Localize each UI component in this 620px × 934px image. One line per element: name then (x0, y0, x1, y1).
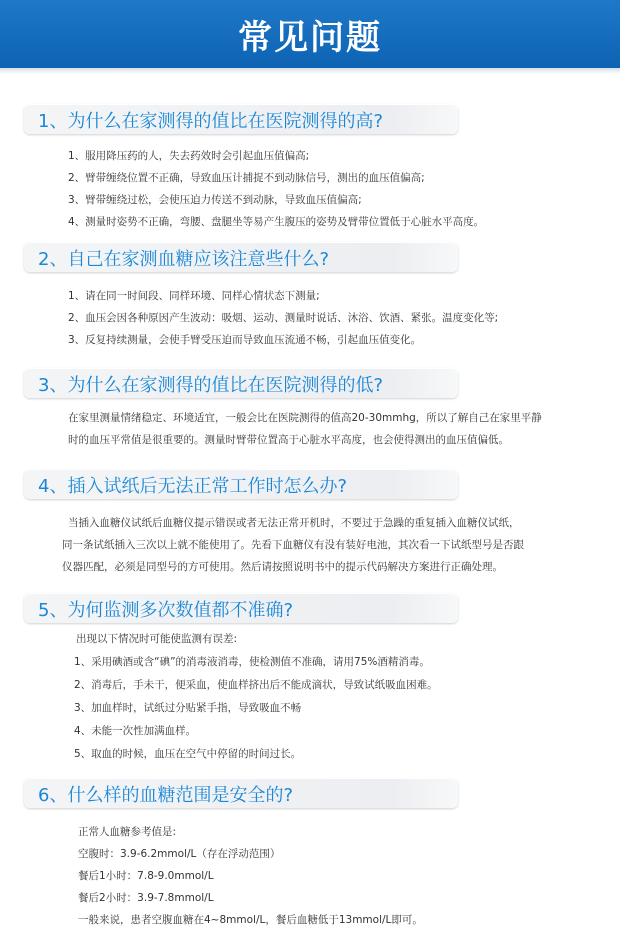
question-bar (24, 778, 458, 808)
answer-line: 同一条试纸插入三次以上就不能使用了。先看下血糖仪有没有装好电池，其次看一下试纸型号是否跟 (62, 539, 524, 551)
answer-line: 4、未能一次性加满血样。 (74, 725, 197, 737)
question-title: 4、插入试纸后无法正常工作时怎么办? (38, 476, 348, 497)
answer-line: 在家里测量情绪稳定、环境适宜，一般会比在医院测得的值高20-30mmhg，所以了解自己在家里平静 (68, 412, 542, 424)
answer-line: 1、请在同一时间段、同样环境、同样心情状态下测量; (68, 290, 320, 302)
answer-line: 一般来说，患者空腹血糖在4~8mmol/L，餐后血糖低于13mmol/L即可。 (78, 914, 423, 926)
answer-line: 3、反复持续测量，会使手臂受压迫而导致血压流通不畅，引起血压值变化。 (68, 334, 422, 346)
answer-line: 正常人血糖参考值是: (78, 826, 177, 838)
answer-line: 3、加血样时，试纸过分贴紧手指，导致吸血不畅 (74, 702, 302, 714)
answer-line: 2、消毒后，手未干，便采血，使血样挤出后不能成滴状，导致试纸吸血困难。 (74, 679, 438, 691)
question-title: 3、为什么在家测得的值比在医院测得的低? (38, 375, 384, 396)
question-bar (24, 469, 458, 499)
answer-line: 2、血压会因各种原因产生波动：吸烟、运动、测量时说话、沐浴、饮酒、紧张。温度变化等; (68, 312, 499, 324)
question-bar (24, 368, 458, 398)
question-title: 2、自己在家测血糖应该注意些什么? (38, 249, 330, 270)
answer-line: 5、取血的时候，血压在空气中停留的时间过长。 (74, 748, 302, 760)
answer-line: 2、臂带缠绕位置不正确，导致血压计捕捉不到动脉信号，测出的血压值偏高; (68, 172, 425, 184)
answer-line: 餐后2小时：3.9-7.8mmol/L (78, 892, 214, 904)
question-title: 1、为什么在家测得的值比在医院测得的高? (38, 111, 384, 132)
page-title: 常见问题 (238, 17, 382, 58)
question-title: 5、为何监测多次数值都不准确? (38, 600, 294, 621)
header-shadow (0, 68, 620, 74)
answer-line: 空腹时：3.9-6.2mmol/L（存在浮动范围） (78, 848, 281, 860)
header-banner (0, 0, 620, 68)
answer-line: 餐后1小时：7.8-9.0mmol/L (78, 870, 214, 882)
answer-line: 1、服用降压药的人，失去药效时会引起血压值偏高; (68, 150, 310, 162)
answer-line: 4、测量时姿势不正确，弯腰、盘腿坐等易产生腹压的姿势及臂带位置低于心脏水平高度。 (68, 216, 485, 228)
answer-line: 1、采用碘酒或含“碘”的消毒液消毒，使检测值不准确，请用75%酒精消毒。 (74, 656, 430, 668)
answer-line: 仪器匹配，必须是同型号的方可使用。然后请按照说明书中的提示代码解决方案进行正确处理。 (62, 561, 503, 573)
question-bar (24, 104, 458, 134)
question-bar (24, 593, 458, 623)
answer-line: 当插入血糖仪试纸后血糖仪提示错误或者无法正常开机时，不要过于急躁的重复插入血糖仪试纸， (68, 517, 520, 529)
answer-line: 3、臂带缠绕过松，会使压迫力传送不到动脉，导致血压值偏高; (68, 194, 362, 206)
question-bar (24, 242, 458, 272)
question-title: 6、什么样的血糖范围是安全的? (38, 785, 294, 806)
answer-line: 时的血压平常值是很重要的。测量时臂带位置高于心脏水平高度，也会使得测出的血压值偏低。 (68, 434, 509, 446)
answer-line: 出现以下情况时可能使监测有误差: (76, 633, 238, 645)
